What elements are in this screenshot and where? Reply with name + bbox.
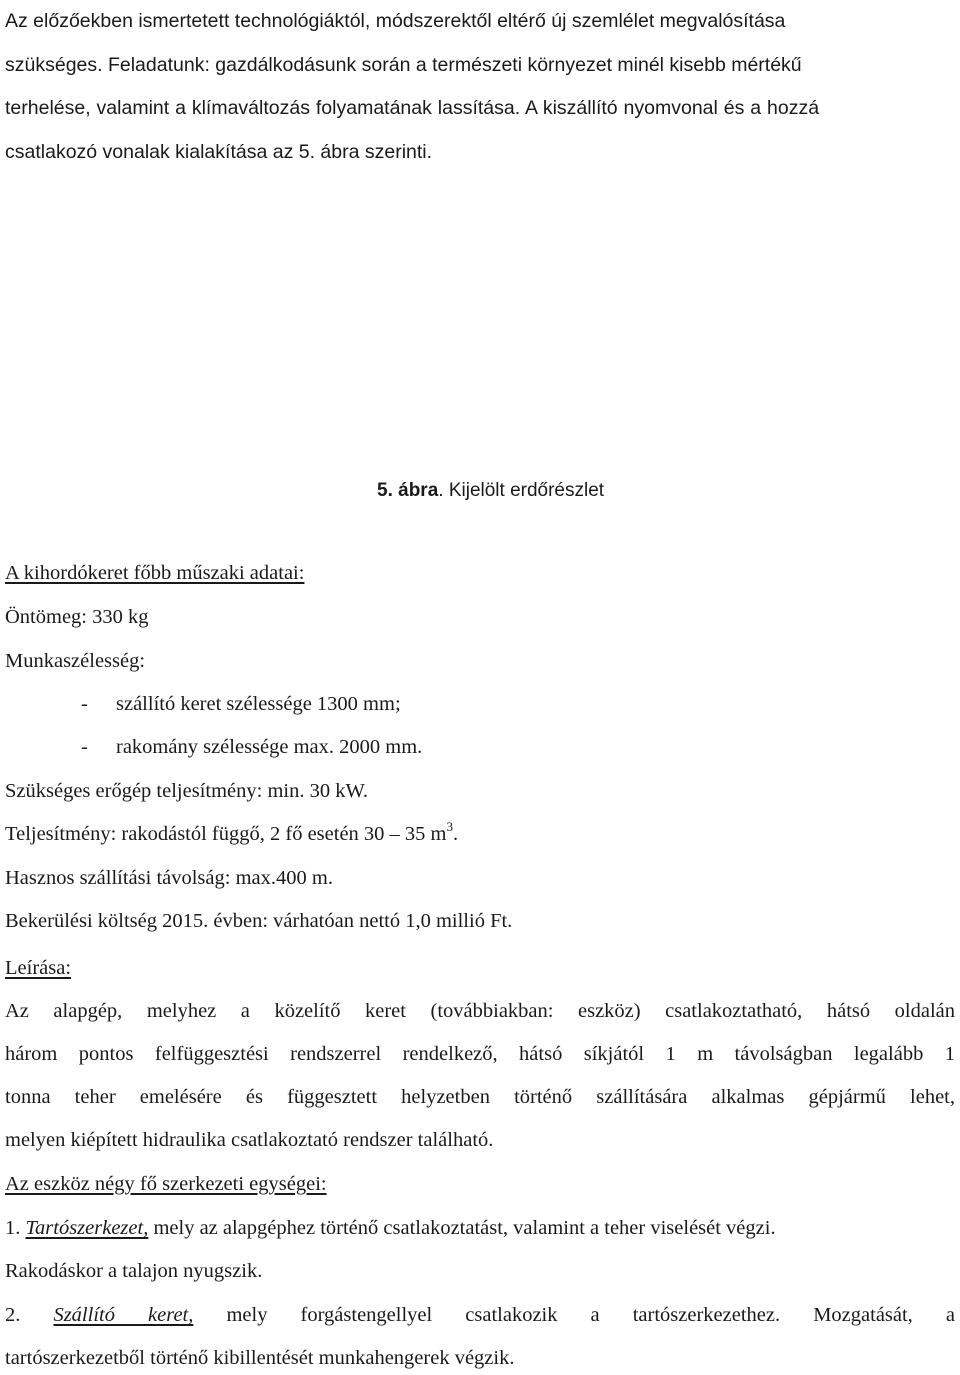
unit-2-text: mely forgástengellyel csatlakozik a tartószerkezethez. Mozgatását, a (193, 1304, 955, 1326)
figure-placeholder (5, 170, 955, 470)
unit-1 (5, 1217, 776, 1240)
intro-line-4: csatlakozó vonalak kialakítása az 5. ábra szerinti. (5, 140, 433, 163)
unit-2-name: Szállító keret, (53, 1304, 194, 1326)
spec-performance-text: Teljesítmény: rakodástól függő, 2 fő esetén 30 – 35 m (5, 823, 447, 845)
spec-width-item-text: szállító keret szélessége 1300 mm; (116, 693, 401, 715)
description-heading: Leírása: (5, 957, 72, 979)
spec-performance (5, 819, 459, 846)
description-line-4: melyen kiépített hidraulika csatlakoztató rendszer található. (5, 1129, 494, 1151)
description-line-1: Az alapgép, melyhez a közelítő keret (továbbiakban: eszköz) csatlakoztatható, hátsó oldalán (5, 1000, 955, 1022)
intro-paragraph (5, 0, 955, 174)
units-heading: Az eszköz négy fő szerkezeti egységei: (5, 1173, 327, 1195)
spec-performance-exponent: 3 (446, 819, 454, 834)
figure-caption (377, 480, 604, 502)
intro-line-1: Az előzőekben ismertetett technológiáktól, módszerektől eltérő új szemlélet megvalósítása (5, 10, 786, 32)
spec-mass: Öntömeg: 330 kg (5, 606, 149, 628)
unit-1-continuation: Rakodáskor a talajon nyugszik. (5, 1260, 263, 1282)
spec-width-heading: Munkaszélesség: (5, 650, 146, 672)
unit-2-continuation: tartószerkezetből történő kibillentését munkahengerek végzik. (5, 1347, 515, 1369)
list-dash: - (81, 736, 88, 758)
list-dash: - (81, 693, 88, 715)
spec-width-item-text: rakomány szélessége max. 2000 mm. (116, 736, 423, 758)
figure-caption-text: . Kijelölt erdőrészlet (438, 480, 605, 501)
spec-distance: Hasznos szállítási távolság: max.400 m. (5, 867, 333, 889)
description-line-2: három pontos felfüggesztési rendszerrel rendelkező, hátsó síkjától 1 m távolságban legalább 1 (5, 1043, 955, 1065)
spec-performance-end: . (453, 823, 459, 845)
unit-1-number: 1. (5, 1217, 26, 1239)
description-line-3: tonna teher emelésére és függesztett helyzetben történő szállítására alkalmas gépjármű lehet, (5, 1086, 955, 1108)
figure-caption-label: 5. ábra (377, 480, 439, 501)
spec-power: Szükséges erőgép teljesítmény: min. 30 kW. (5, 780, 369, 802)
unit-2 (5, 1304, 955, 1327)
spec-cost: Bekerülési költség 2015. évben: várhatóan nettó 1,0 millió Ft. (5, 910, 513, 932)
unit-1-text: mely az alapgéphez történő csatlakoztatást, valamint a teher viselését végzi. (148, 1217, 776, 1239)
intro-line-3: terhelése, valamint a klímaváltozás folyamatának lassítása. A kiszállító nyomvonal és a hozzá (5, 97, 820, 119)
unit-2-number: 2. (5, 1304, 54, 1326)
intro-line-2: szükséges. Feladatunk: gazdálkodásunk során a természeti környezet minél kisebb mértékű (5, 53, 802, 76)
specs-heading: A kihordókeret főbb műszaki adatai: (5, 562, 305, 584)
unit-1-name: Tartószerkezet, (25, 1217, 149, 1239)
